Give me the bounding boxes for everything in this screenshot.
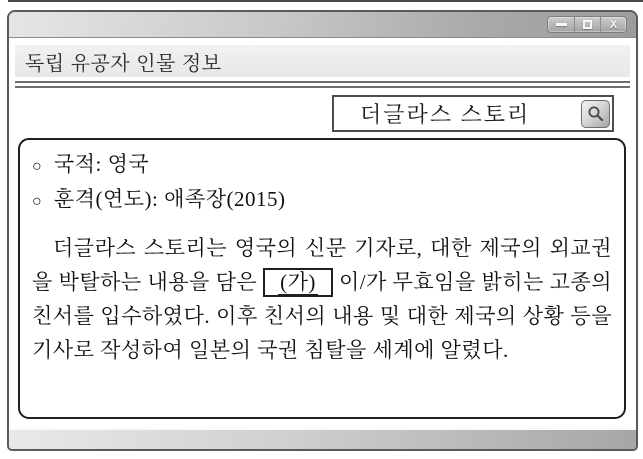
window-body [9,38,636,428]
maximize-icon [583,20,592,29]
header-divider [15,81,630,88]
award-text: 훈격(연도): 애족장(2015) [53,187,286,211]
crop-border-line [8,0,643,2]
answer-blank-box [263,268,333,297]
search-button[interactable] [581,100,610,128]
window-titlebar[interactable] [9,12,636,38]
close-icon: X [609,18,618,31]
search-box [332,95,614,132]
maximize-button[interactable] [574,17,600,32]
biography-paragraph [32,231,612,367]
nationality-text: 국적: 영국 [53,152,150,176]
paragraph-after-blank: 이/가 무효임을 밝히는 고종의 친서를 입수하였다. 이후 친서의 내용 및 대한 제국의 상황 등을 기사로 작성하여 일본의 국권 침탈을 세계에 알렸다. [32,270,612,362]
search-input[interactable] [334,101,581,127]
person-info-panel [18,138,626,419]
magnifier-icon [587,105,604,122]
status-bar [9,428,636,449]
page-title-bar [15,45,630,77]
search-row [9,88,636,132]
bullet-circle-icon: ○ [32,158,43,175]
bullet-circle-icon: ○ [32,193,43,210]
minimize-button[interactable] [548,17,574,32]
close-button[interactable] [600,17,626,32]
window-controls [547,16,627,33]
minimize-icon [556,23,567,26]
app-window [7,10,638,451]
paragraph-before-blank: 더글라스 스토리는 영국의 신문 기자로, 대한 제국의 외교권을 박탈하는 내용을 담은 [32,236,612,294]
award-line [32,183,612,218]
nationality-line [32,148,612,183]
page-title: 독립 유공자 인물 정보 [25,52,222,75]
answer-blank-label: (가) [280,270,316,294]
